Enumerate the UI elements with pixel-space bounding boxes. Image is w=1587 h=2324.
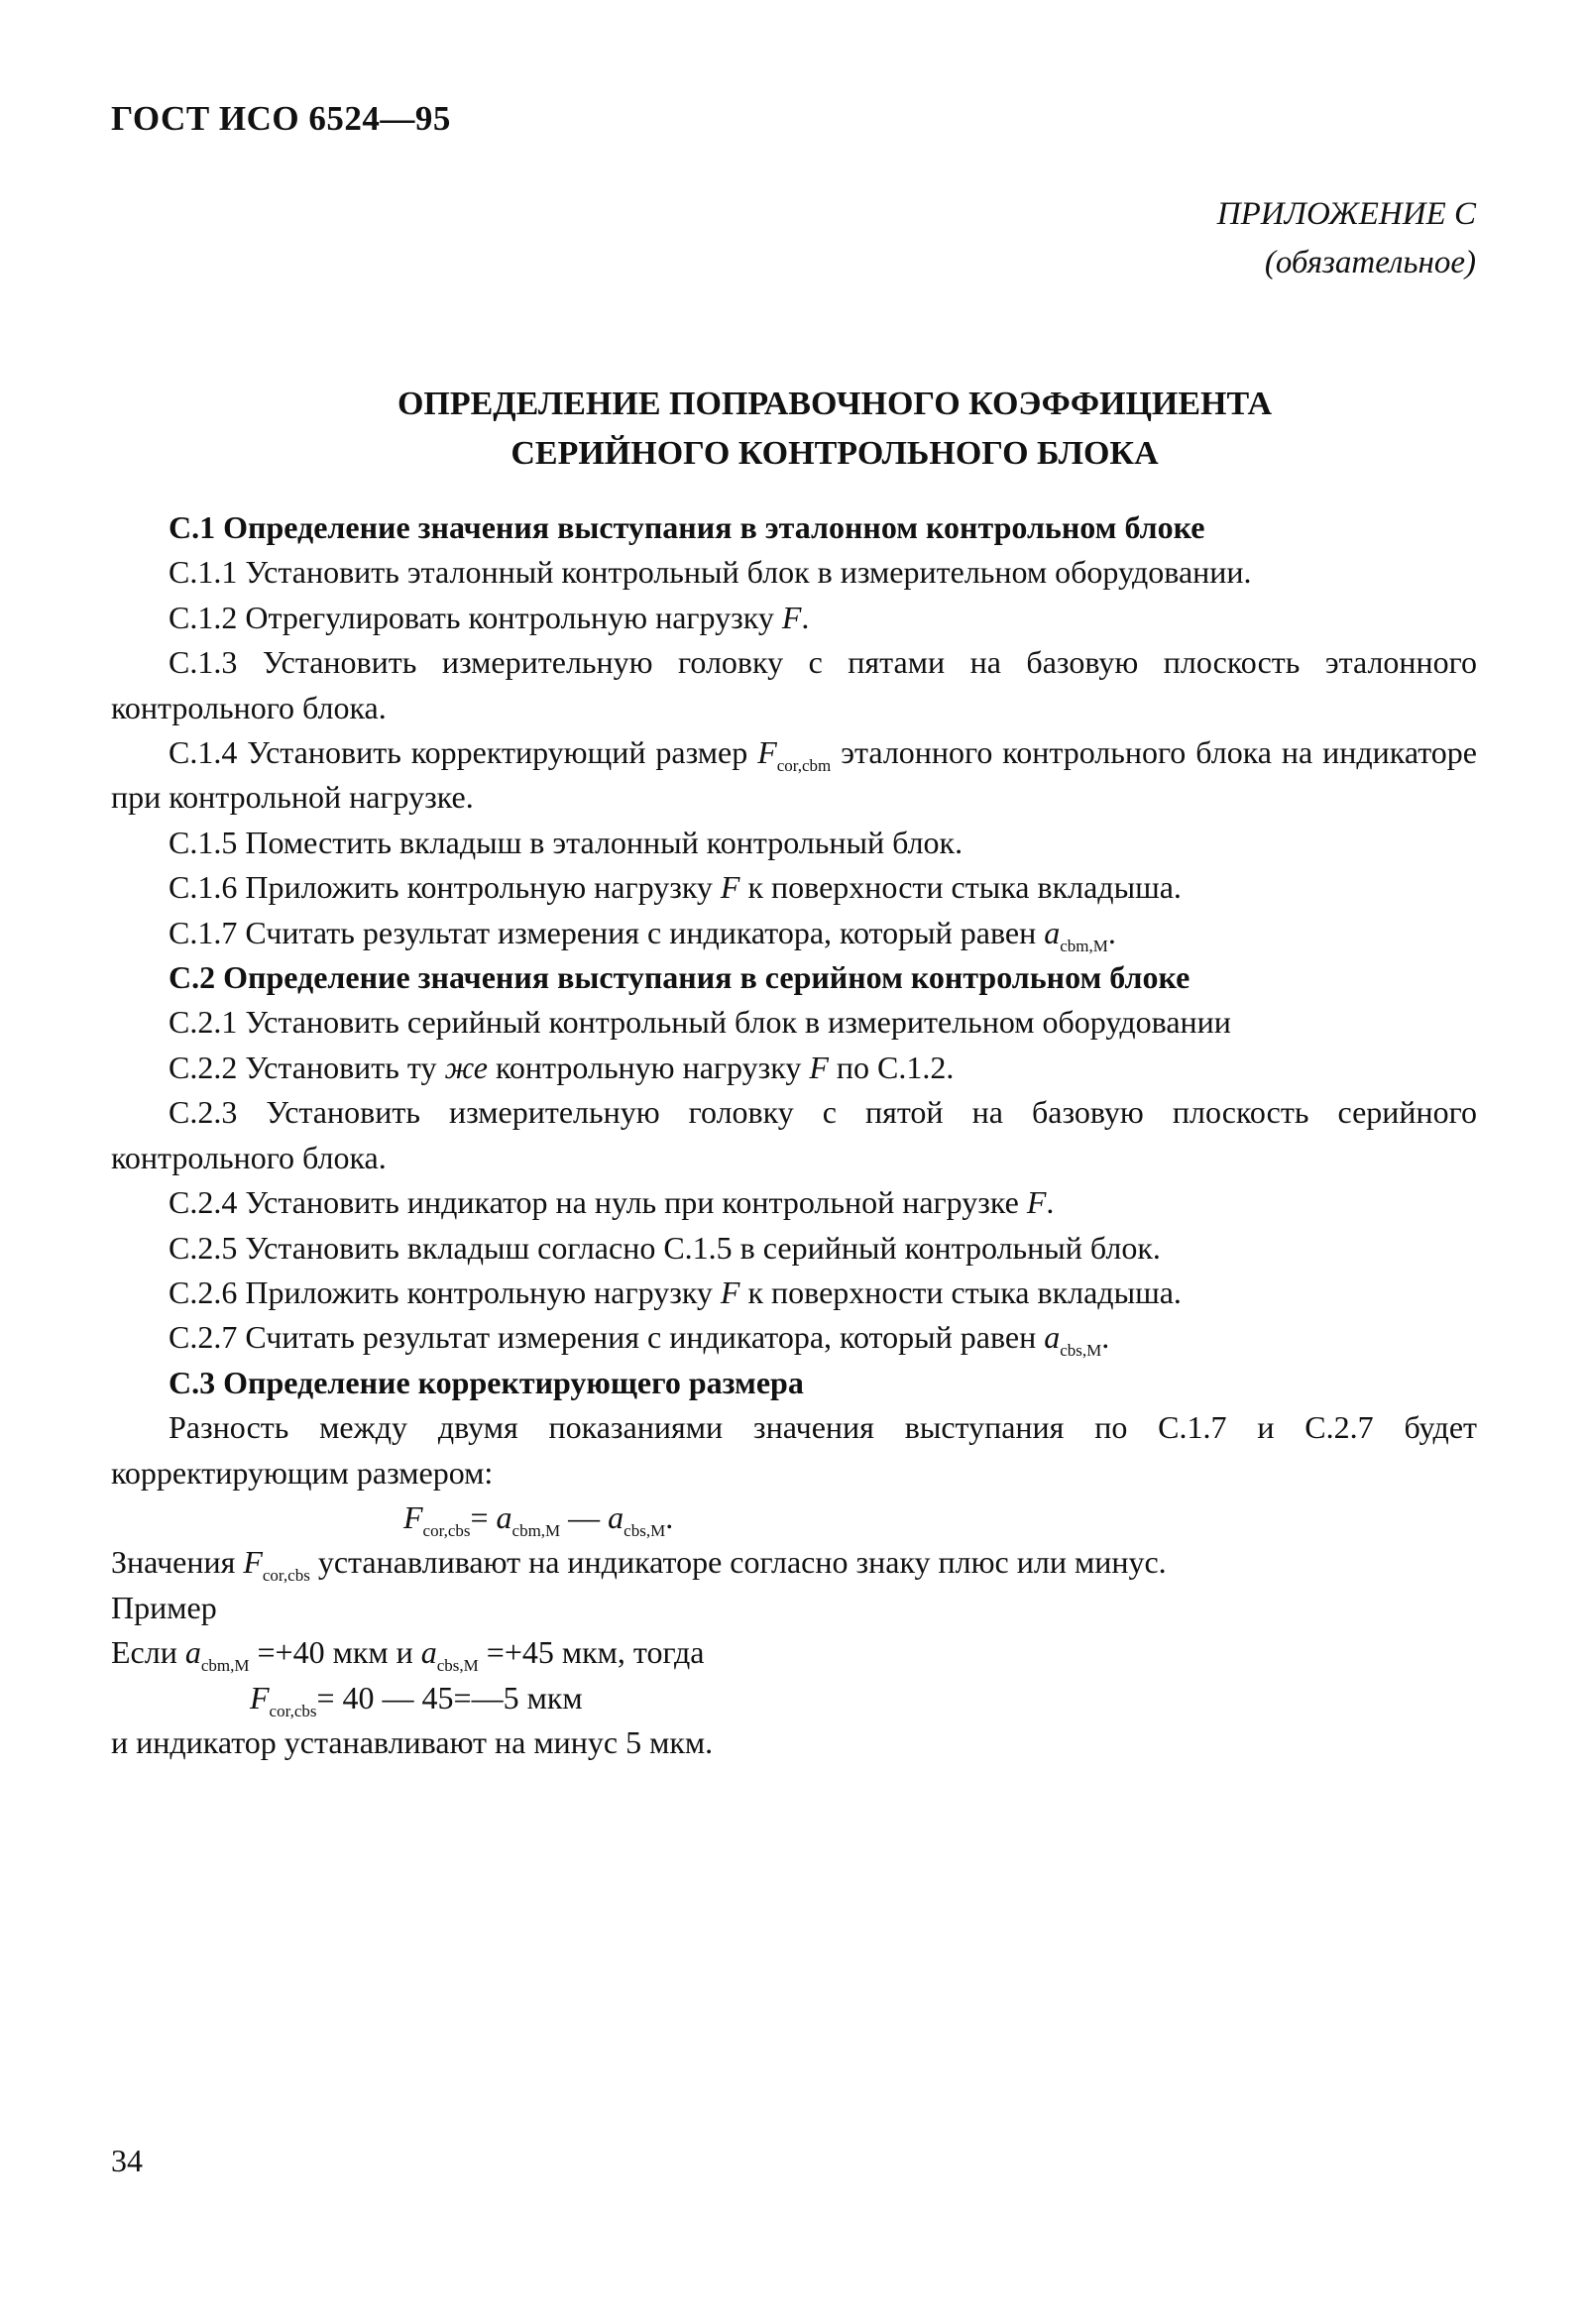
- example-condition: Если $a_{cbm,M} =+40$ мкм и $a_{cbs,M} =+45$ мкм, тогда: [111, 1634, 705, 1676]
- clause-c111: С.1.1 Установить эталонный контрольный блок в измерительном оборудовании.: [169, 554, 1252, 591]
- clause-c113: С.1.3 Установить измерительную головку с пятами на базовую плоскость эталонного контрольного блока.: [111, 644, 1477, 725]
- appendix-label: ПРИЛОЖЕНИЕ С: [1216, 196, 1476, 232]
- appendix-status: (обязательное): [1264, 245, 1476, 280]
- clause-c221: С.2.1 Установить серийный контрольный блок в измерительном оборудовании: [169, 1004, 1231, 1041]
- title-line-2: СЕРИЙНОГО КОНТРОЛЬНОГО БЛОКА: [510, 435, 1159, 472]
- appendix-block: [1217, 190, 1476, 287]
- section-heading-c3: С.3 Определение корректирующего размера: [169, 1364, 804, 1400]
- example-conclusion: и индикатор устанавливают на минус 5 мкм.: [111, 1723, 714, 1760]
- document-body: [111, 505, 1477, 1765]
- example-label: Пример: [111, 1589, 217, 1625]
- page-number: 34: [111, 2143, 143, 2178]
- clause-c112: С.1.2 Отрегулировать контрольную нагрузку F.: [169, 599, 810, 635]
- clause-c225: С.2.5 Установить вкладыш согласно С.1.5 в серийный контрольный блок.: [169, 1229, 1161, 1266]
- clause-c227: С.2.7 Считать результат измерения с индикатора, который равен $a_{cbs,M}$.: [169, 1319, 1110, 1361]
- clause-c222: С.2.2 Установить ту же контрольную нагрузку F по С.1.2.: [169, 1049, 955, 1085]
- section-heading-c2: С.2 Определение значения выступания в серийном контрольном блоке: [169, 959, 1190, 996]
- title-line-1: ОПРЕДЕЛЕНИЕ ПОПРАВОЧНОГО КОЭФФИЦИЕНТА: [397, 386, 1273, 422]
- clause-c224: С.2.4 Установить индикатор на нуль при контрольной нагрузке F.: [169, 1184, 1055, 1221]
- clause-c223: С.2.3 Установить измерительную головку с пятой на базовую плоскость серийного контрольного блока.: [111, 1094, 1477, 1175]
- standard-designation: ГОСТ ИСО 6524—95: [111, 99, 451, 138]
- section-heading-c1: С.1 Определение значения выступания в эталонном контрольном блоке: [169, 509, 1205, 545]
- paragraph-values: Значения $F_{cor,cbs}$ устанавливают на индикаторе согласно знаку плюс или минус.: [111, 1544, 1167, 1586]
- clause-c115: С.1.5 Поместить вкладыш в эталонный контрольный блок.: [169, 824, 964, 860]
- formula-correction: $F_{cor,cbs}= a_{cbm,M}$ — $a_{cbs,M}$.: [403, 1498, 674, 1540]
- clause-c114: С.1.4 Установить корректирующий размер $F_{cor,cbm}$ эталонного контрольного блока на индикаторе при контрольной нагрузке.: [111, 734, 1478, 816]
- paragraph-difference: Разность между двумя показаниями значения выступания по С.1.7 и С.2.7 будет корректирующим размером:: [111, 1409, 1477, 1491]
- clause-c117: С.1.7 Считать результат измерения с индикатора, который равен $a_{cbm,M}$.: [169, 914, 1116, 955]
- clause-c116: С.1.6 Приложить контрольную нагрузку F к поверхности стыка вкладыша.: [169, 869, 1182, 906]
- clause-c226: С.2.6 Приложить контрольную нагрузку F к поверхности стыка вкладыша.: [169, 1273, 1182, 1310]
- example-calculation: $F_{cor,cbs}= 40$ — 45=—5 мкм: [250, 1679, 583, 1720]
- page-title: [111, 380, 1558, 479]
